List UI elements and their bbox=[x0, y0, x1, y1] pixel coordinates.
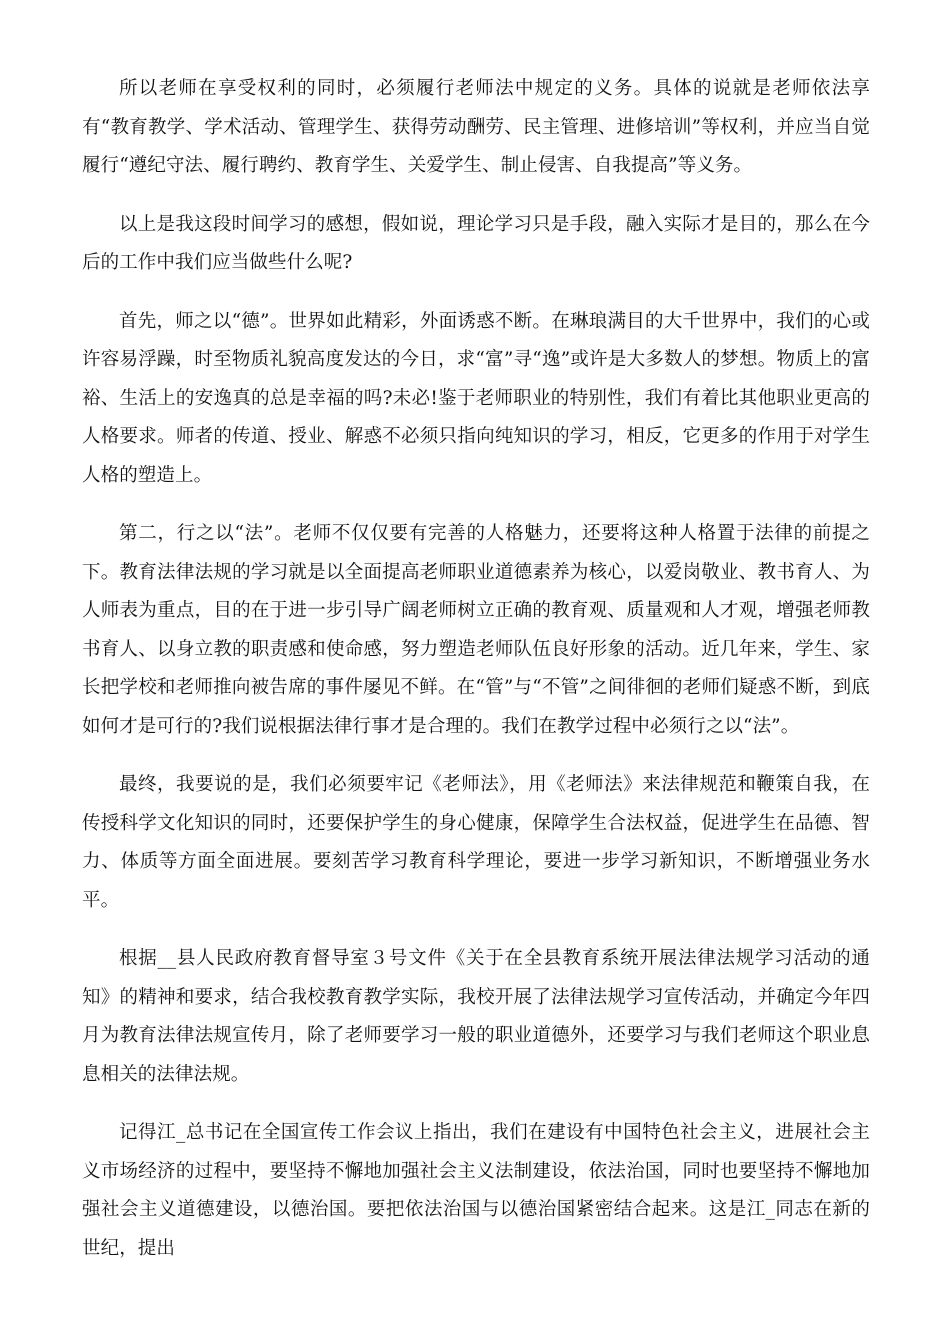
paragraph-finally-teacher-law: 最终，我要说的是，我们必须要牢记《老师法》，用《老师法》来法律规范和鞭策自我，在传授科学文化知识的同时，还要保护学生的身心健康，保障学生合法权益，促进学生在品德、智力、体质等方面全面进展。要刻苦学习教育科学理论，要进一步学习新知识，不断增强业务水平。 bbox=[82, 774, 870, 911]
paragraph-rule-of-law: 记得江_总书记在全国宣传工作会议上指出，我们在建设有中国特色社会主义，进展社会主义市场经济的过程中，要坚持不懈地加强社会主义法制建设，依法治国，同时也要坚持不懈地加强社会主义道德建设，以德治国。要把依法治国与以德治国紧密结合起来。这是江_同志在新的世纪，提出 bbox=[82, 1122, 870, 1259]
paragraph-teacher-rights-duties: 所以老师在享受权利的同时，必须履行老师法中规定的义务。具体的说就是老师依法享有“教育教学、学术活动、管理学生、获得劳动酬劳、民主管理、进修培训”等权利，并应当自觉履行“遵纪守法、履行聘约、教育学生、关爱学生、制止侵害、自我提高”等义务。 bbox=[82, 78, 870, 176]
document-page bbox=[82, 70, 870, 1288]
paragraph-second-law: 第二，行之以“法”。老师不仅仅要有完善的人格魅力，还要将这种人格置于法律的前提之下。教育法律法规的学习就是以全面提高老师职业道德素养为核心，以爱岗敬业、教书育人、为人师表为重点，目的在于进一步引导广阔老师树立正确的教育观、质量观和人才观，增强老师教书育人、以身立教的职责感和使命感，努力塑造老师队伍良好形象的活动。近几年来，学生、家长把学校和老师推向被告席的事件屡见不鲜。在“管”与“不管”之间徘徊的老师们疑惑不断，到底如何才是可行的?我们说根据法律行事才是合理的。我们在教学过程中必须行之以“法”。 bbox=[82, 523, 870, 737]
paragraph-county-notice: 根据__县人民政府教育督导室３号文件《关于在全县教育系统开展法律法规学习活动的通知》的精神和要求，结合我校教育教学实际，我校开展了法律法规学习宣传活动，并确定今年四月为教育法律法规宣传月，除了老师要学习一般的职业道德外，还要学习与我们老师这个职业息息相关的法律法规。 bbox=[82, 948, 870, 1085]
paragraph-first-virtue: 首先，师之以“德”。世界如此精彩，外面诱惑不断。在琳琅满目的大千世界中，我们的心或许容易浮躁，时至物质礼貌高度发达的今日，求“富”寻“逸”或许是大多数人的梦想。物质上的富裕、生活上的安逸真的总是幸福的吗?未必!鉴于老师职业的特别性，我们有着比其他职业更高的人格要求。师者的传道、授业、解惑不必须只指向纯知识的学习，相反，它更多的作用于对学生人格的塑造上。 bbox=[82, 310, 870, 486]
paragraph-study-reflection: 以上是我这段时间学习的感想，假如说，理论学习只是手段，融入实际才是目的，那么在今后的工作中我们应当做些什么呢? bbox=[82, 213, 870, 273]
